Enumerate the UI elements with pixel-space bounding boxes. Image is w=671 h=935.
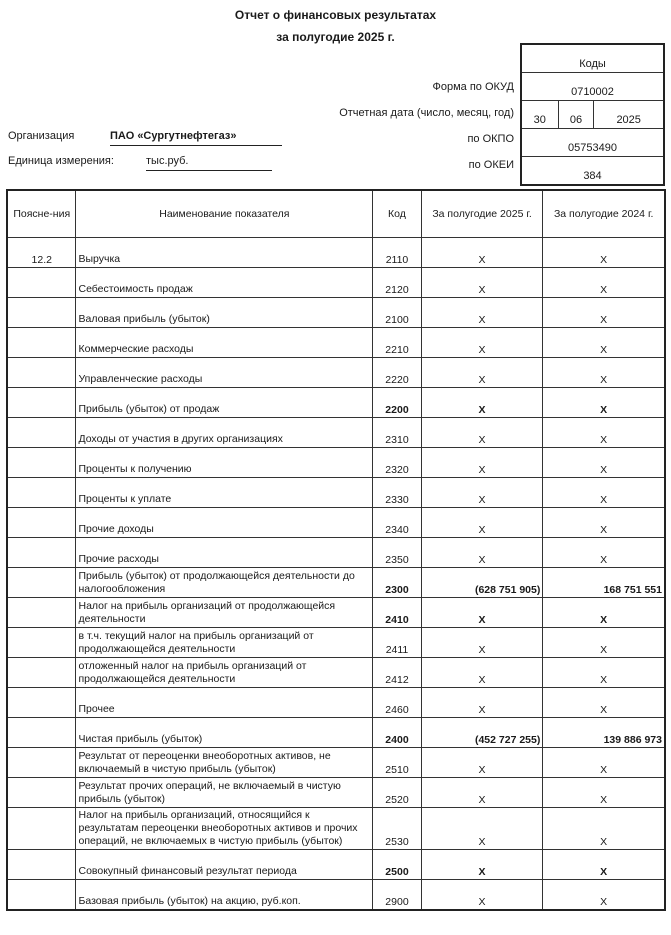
row-note — [7, 748, 76, 778]
row-code: 2350 — [373, 538, 422, 568]
row-value-2024: X — [543, 538, 665, 568]
row-value-2025: X — [421, 298, 543, 328]
row-note — [7, 568, 76, 598]
table-row — [7, 298, 665, 328]
row-value-2024: X — [543, 850, 665, 880]
unit-value: тыс.руб. — [146, 155, 272, 171]
row-code: 2210 — [373, 328, 422, 358]
row-value-2024: X — [543, 628, 665, 658]
row-value-2024: X — [543, 478, 665, 508]
row-code: 2110 — [373, 238, 422, 268]
row-value-2024: X — [543, 388, 665, 418]
table-row — [7, 808, 665, 850]
row-value-2025: X — [421, 850, 543, 880]
row-code: 2520 — [373, 778, 422, 808]
table-row — [7, 238, 665, 268]
row-value-2024: X — [543, 358, 665, 388]
unit-label: Единица измерения: — [8, 155, 114, 167]
row-name: Управленческие расходы — [76, 358, 373, 388]
row-code: 2412 — [373, 658, 422, 688]
row-value-2025: X — [421, 658, 543, 688]
row-note — [7, 880, 76, 910]
row-name: Прибыль (убыток) от продолжающейся деятельности до налогообложения — [76, 568, 373, 598]
row-value-2025: X — [421, 358, 543, 388]
row-note — [7, 388, 76, 418]
row-value-2025: (452 727 255) — [421, 718, 543, 748]
row-name: Прибыль (убыток) от продаж — [76, 388, 373, 418]
row-code: 2411 — [373, 628, 422, 658]
row-value-2025: X — [421, 328, 543, 358]
row-code: 2900 — [373, 880, 422, 910]
row-name: Прочие доходы — [76, 508, 373, 538]
okpo-label: по ОКПО — [467, 133, 514, 145]
row-value-2025: X — [421, 808, 543, 850]
report-period: за полугодие 2025 г. — [276, 30, 395, 44]
organization-label: Организация — [8, 130, 75, 142]
row-note — [7, 718, 76, 748]
row-code: 2330 — [373, 478, 422, 508]
row-note — [7, 478, 76, 508]
table-row — [7, 598, 665, 628]
row-value-2024: X — [543, 658, 665, 688]
table-row — [7, 778, 665, 808]
row-value-2025: X — [421, 748, 543, 778]
table-row — [7, 478, 665, 508]
col-header-2024: За полугодие 2024 г. — [543, 190, 665, 238]
row-code: 2200 — [373, 388, 422, 418]
row-value-2025: X — [421, 478, 543, 508]
row-note — [7, 328, 76, 358]
okei-value: 384 — [521, 157, 664, 186]
row-code: 2410 — [373, 598, 422, 628]
row-note — [7, 298, 76, 328]
row-value-2025: X — [421, 628, 543, 658]
row-name: Результат от переоценки внеоборотных активов, не включаемый в чистую прибыль (убыток) — [76, 748, 373, 778]
table-row — [7, 388, 665, 418]
row-name: в т.ч. текущий налог на прибыль организаций от продолжающейся деятельности — [76, 628, 373, 658]
row-code: 2310 — [373, 418, 422, 448]
row-code: 2320 — [373, 448, 422, 478]
row-value-2025: X — [421, 688, 543, 718]
row-name: Валовая прибыль (убыток) — [76, 298, 373, 328]
col-header-notes: Поясне-ния — [7, 190, 76, 238]
row-name: Коммерческие расходы — [76, 328, 373, 358]
okud-value: 0710002 — [521, 73, 664, 101]
report-title: Отчет о финансовых результатах — [234, 8, 437, 22]
date-year: 2025 — [594, 101, 664, 129]
table-row — [7, 850, 665, 880]
table-row — [7, 508, 665, 538]
row-name: Выручка — [76, 238, 373, 268]
row-note — [7, 418, 76, 448]
row-name: Проценты к получению — [76, 448, 373, 478]
table-row — [7, 628, 665, 658]
row-code: 2530 — [373, 808, 422, 850]
okei-label: по ОКЕИ — [468, 159, 514, 171]
row-value-2025: X — [421, 508, 543, 538]
row-name: Себестоимость продаж — [76, 268, 373, 298]
table-row — [7, 748, 665, 778]
row-name: Прочее — [76, 688, 373, 718]
table-row — [7, 718, 665, 748]
date-day: 30 — [521, 101, 558, 129]
row-name: Совокупный финансовый результат периода — [76, 850, 373, 880]
row-value-2025: X — [421, 880, 543, 910]
row-value-2025: X — [421, 538, 543, 568]
row-value-2025: X — [421, 238, 543, 268]
date-month: 06 — [558, 101, 594, 129]
row-value-2025: X — [421, 418, 543, 448]
row-value-2025: (628 751 905) — [421, 568, 543, 598]
row-code: 2100 — [373, 298, 422, 328]
row-value-2024: X — [543, 418, 665, 448]
row-note: 12.2 — [7, 238, 76, 268]
row-note — [7, 268, 76, 298]
row-code: 2460 — [373, 688, 422, 718]
row-value-2025: X — [421, 268, 543, 298]
row-code: 2500 — [373, 850, 422, 880]
table-row — [7, 418, 665, 448]
row-value-2024: X — [543, 238, 665, 268]
organization-value: ПАО «Сургутнефтегаз» — [110, 130, 282, 146]
table-row — [7, 538, 665, 568]
row-name: Прочие расходы — [76, 538, 373, 568]
row-name: Проценты к уплате — [76, 478, 373, 508]
row-note — [7, 688, 76, 718]
table-row — [7, 658, 665, 688]
row-value-2024: X — [543, 328, 665, 358]
col-header-2025: За полугодие 2025 г. — [421, 190, 543, 238]
okpo-value: 05753490 — [521, 129, 664, 157]
col-header-name: Наименование показателя — [76, 190, 373, 238]
financial-results-table — [6, 189, 666, 911]
row-value-2024: X — [543, 748, 665, 778]
table-row — [7, 358, 665, 388]
table-row — [7, 448, 665, 478]
row-name: Налог на прибыль организаций от продолжающейся деятельности — [76, 598, 373, 628]
row-note — [7, 508, 76, 538]
col-header-code: Код — [373, 190, 422, 238]
table-row — [7, 268, 665, 298]
row-name: Доходы от участия в других организациях — [76, 418, 373, 448]
row-value-2024: X — [543, 298, 665, 328]
row-name: Результат прочих операций, не включаемый в чистую прибыль (убыток) — [76, 778, 373, 808]
row-value-2024: 168 751 551 — [543, 568, 665, 598]
row-code: 2220 — [373, 358, 422, 388]
row-note — [7, 448, 76, 478]
row-note — [7, 358, 76, 388]
row-value-2025: X — [421, 448, 543, 478]
row-value-2024: 139 886 973 — [543, 718, 665, 748]
codes-box — [520, 43, 665, 186]
row-value-2025: X — [421, 388, 543, 418]
row-name: отложенный налог на прибыль организаций от продолжающейся деятельности — [76, 658, 373, 688]
row-value-2024: X — [543, 598, 665, 628]
row-code: 2400 — [373, 718, 422, 748]
date-label: Отчетная дата (число, месяц, год) — [339, 107, 514, 119]
table-row — [7, 880, 665, 910]
row-note — [7, 538, 76, 568]
row-value-2024: X — [543, 688, 665, 718]
table-row — [7, 568, 665, 598]
row-code: 2120 — [373, 268, 422, 298]
row-note — [7, 628, 76, 658]
row-value-2025: X — [421, 598, 543, 628]
row-value-2024: X — [543, 268, 665, 298]
okud-label: Форма по ОКУД — [432, 81, 514, 93]
row-value-2024: X — [543, 880, 665, 910]
row-note — [7, 850, 76, 880]
table-header-row — [7, 190, 665, 238]
row-code: 2300 — [373, 568, 422, 598]
row-note — [7, 598, 76, 628]
table-row — [7, 688, 665, 718]
row-value-2024: X — [543, 778, 665, 808]
row-value-2024: X — [543, 448, 665, 478]
table-row — [7, 328, 665, 358]
row-name: Базовая прибыль (убыток) на акцию, руб.коп. — [76, 880, 373, 910]
row-note — [7, 778, 76, 808]
row-name: Налог на прибыль организаций, относящийся к результатам переоценки внеоборотных активов и прочих операций, не включаемых в чистую прибыль (убыток) — [76, 808, 373, 850]
row-value-2024: X — [543, 508, 665, 538]
row-value-2024: X — [543, 808, 665, 850]
row-code: 2510 — [373, 748, 422, 778]
row-note — [7, 808, 76, 850]
codes-header: Коды — [521, 44, 664, 73]
row-value-2025: X — [421, 778, 543, 808]
row-note — [7, 658, 76, 688]
row-code: 2340 — [373, 508, 422, 538]
row-name: Чистая прибыль (убыток) — [76, 718, 373, 748]
